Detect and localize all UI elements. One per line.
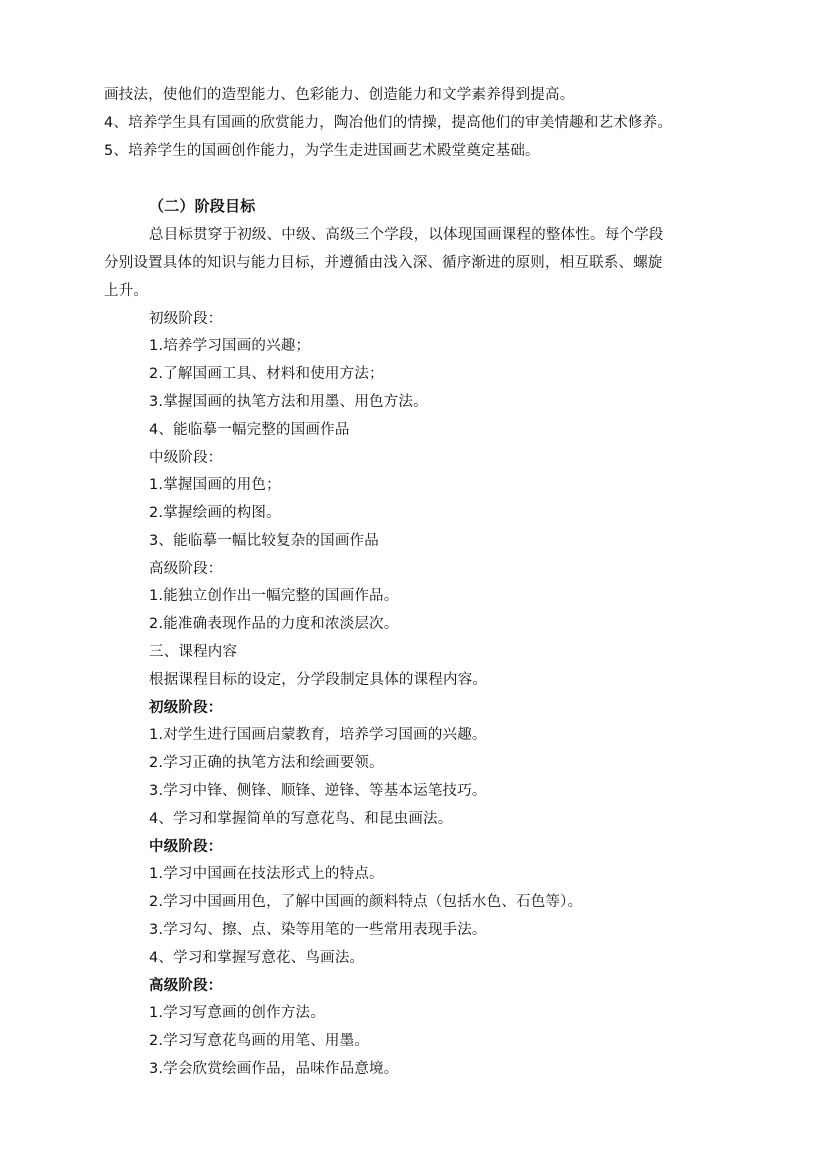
list-item: 2.了解国画工具、材料和使用方法； — [149, 366, 384, 382]
section-heading: 三、课程内容 — [149, 644, 238, 660]
list-item: 3.学习中锋、侧锋、顺锋、逆锋、等基本运笔技巧。 — [149, 783, 487, 799]
list-item: 2.能准确表现作品的力度和浓淡层次。 — [149, 616, 399, 632]
text-line: 根据课程目标的设定，分学段制定具体的课程内容。 — [149, 672, 488, 688]
text-line: 总目标贯穿于初级、中级、高级三个学段，以体现国画课程的整体性。每个学段 — [149, 227, 664, 243]
list-item: 2.学习写意花鸟画的用笔、用墨。 — [149, 1033, 370, 1049]
text-line: 分别设置具体的知识与能力目标，并遵循由浅入深、循序渐进的原则，相互联系、螺旋 — [104, 255, 663, 271]
subsection-heading: 高级阶段： — [149, 978, 223, 994]
text-line: 4、培养学生具有国画的欣赏能力，陶冶他们的情操，提高他们的审美情趣和艺术修养。 — [104, 115, 673, 131]
list-item: 3、能临摹一幅比较复杂的国画作品 — [149, 533, 379, 549]
list-item: 3.学习勾、擦、点、染等用笔的一些常用表现手法。 — [149, 922, 487, 938]
list-item: 4、学习和掌握写意花、鸟画法。 — [149, 950, 365, 966]
list-item: 1.能独立创作出一幅完整的国画作品。 — [149, 588, 399, 604]
list-item: 2.学习中国画用色，了解中国画的颜料特点（包括水色、石色等）。 — [149, 894, 583, 910]
list-item: 2.掌握绘画的构图。 — [149, 505, 281, 521]
subsection-heading: 中级阶段： — [149, 839, 223, 855]
list-item: 1.培养学习国画的兴趣； — [149, 338, 311, 354]
list-item: 1.掌握国画的用色； — [149, 477, 281, 493]
list-item: 4、能临摹一幅完整的国画作品 — [149, 422, 350, 438]
text-line: 高级阶段： — [149, 561, 223, 577]
list-item: 1.学习写意画的创作方法。 — [149, 1005, 325, 1021]
text-line: 初级阶段： — [149, 311, 223, 327]
list-item: 2.学习正确的执笔方法和绘画要领。 — [149, 755, 384, 771]
list-item: 3.学会欣赏绘画作品，品味作品意境。 — [149, 1061, 399, 1077]
subsection-heading: 初级阶段： — [149, 700, 223, 716]
section-heading: （二）阶段目标 — [149, 197, 256, 215]
list-item: 1.学习中国画在技法形式上的特点。 — [149, 866, 384, 882]
list-item: 4、学习和掌握简单的写意花鸟、和昆虫画法。 — [149, 811, 453, 827]
text-line: 画技法，使他们的造型能力、色彩能力、创造能力和文学素养得到提高。 — [104, 87, 575, 103]
list-item: 3.掌握国画的执笔方法和用墨、用色方法。 — [149, 394, 428, 410]
text-line: 5、培养学生的国画创作能力，为学生走进国画艺术殿堂奠定基础。 — [104, 143, 540, 159]
text-line: 上升。 — [104, 283, 149, 299]
text-line: 中级阶段： — [149, 450, 223, 466]
list-item: 1.对学生进行国画启蒙教育，培养学习国画的兴趣。 — [149, 727, 487, 743]
